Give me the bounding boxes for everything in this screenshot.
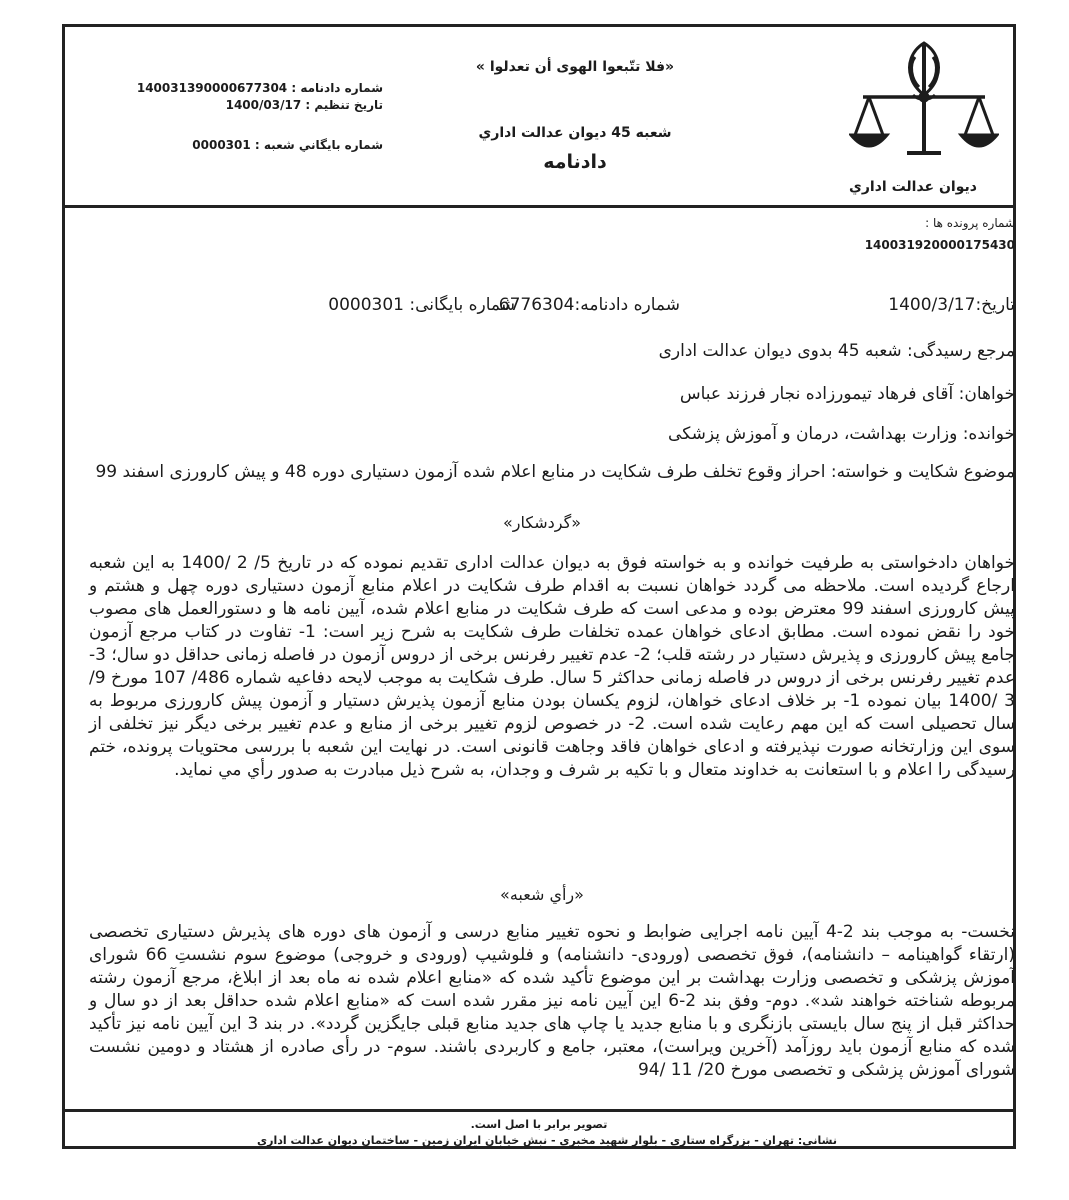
dadnameh-number-label: شماره دادنامه : <box>291 81 383 95</box>
proceedings-paragraph: خواهان دادخواستی به طرفیت خوانده و به خواسته فوق به دیوان عدالت اداری تقدیم نموده که در تاریخ 5/ 2 /1400 به این شعبه ارجاع گردیده است. ملاحظه می گردد خواهان نسبت به اقدام طرف شکایت در اعلام منابع آزمون دستیاری دوره چهل و هشتم و پیش کارورزی اسفند 99 معترض بوده و مدعی است که طرف شکایت در منابع اعلام شده، آیین نامه ها و دستورالعمل های مصوب خود را نقض نموده است. مطابق ادعای خواهان عمده تخلفات طرف شکایت به شرح زیر است: 1- تفاوت در کتاب مرجع آزمون جامع پیش کارورزی و پذیرش دستیار در رشته قلب؛ 2- عدم تغییر رفرنس برخی از دروس آزمون در فاصله زمانی حداقل دو سال؛ 3- عدم تغییر رفرنس برخی از دروس در فاصله زمانی حداکثر 5 سال. طرف شکایت به موجب لایحه دفاعیه شماره 486/ 107 مورخ 9/ 3 /1400 بیان نموده 1- بر خلاف ادعای خواهان، لزوم یکسان بودن منابع آزمون پذیرش دستیار و آزمون پیش کارورزی مربوط به سال تحصیلی است که این مهم رعایت شده است. 2- در خصوص لزوم تغییر برخی از منابع و عدم تغییر برخی دیگر نیز تخلفی از سوی این وزارتخانه صورت نپذیرفته و ادعای خواهان فاقد وجاهت قانونی است. در نهایت این شعبه با بررسی محتویات پرونده، ختم رسیدگی را اعلام و با استعانت به خداوند متعال و با تکیه بر شرف و وجدان، به شرح ذیل مبادرت به صدور رأي مي نمايد. <box>89 553 1015 780</box>
proceedings-title: «گردشکار» <box>503 513 581 532</box>
ruling-archive-number: شماره بایگانی: 0000301 <box>328 295 515 315</box>
ruling-dadnameh-number: شماره دادنامه:6776304 <box>498 295 680 315</box>
document-footer <box>65 1109 1013 1152</box>
certified-copy-note: تصوير برابر با اصل است. <box>470 1118 608 1131</box>
court-name: ديوان عدالت اداري <box>849 179 977 195</box>
iran-emblem-icon <box>849 35 999 165</box>
subject-field: موضوع شکایت و خواسته: احراز وقوع تخلف طرف شکایت در منابع اعلام شده آزمون دستیاری دوره 48 و پیش کارورزی اسفند 99 <box>95 462 1015 482</box>
plaintiff-field: خواهان: آقای فرهاد تیمورزاده نجار فرزند عباس <box>679 384 1015 404</box>
document-frame <box>62 24 1016 1149</box>
issue-date-value: 1400/03/17 <box>225 98 302 112</box>
dadnameh-number-value: 140031390000677304 <box>136 81 288 95</box>
archive-number-label: شماره بايگاني شعبه : <box>254 138 383 152</box>
case-number-value: 140031920000175430 <box>864 238 1015 252</box>
case-number-label: شماره پرونده ها : <box>925 216 1015 230</box>
archive-number-value: 0000301 <box>192 138 251 152</box>
ruling-paragraph: نخست- به موجب بند 2-4 آیین نامه اجرایی ضوابط و نحوه تغییر منابع درسی و آزمون های دوره های پذیرش دستیاری تخصصی (ارتقاء گواهینامه – دانشنامه)، فوق تخصصی (ورودی- دانشنامه) و فلوشیپ (ورودی و خروجی) موضوع سوم نشستِ 66 شورای آموزش پزشکی و تخصصی وزارت بهداشت بر این موضوع تأکید شده که «منابع اعلام شده نه ماه بعد از ابلاغ، مرجع آزمون رشته مربوطه شناخته خواهند شد». دوم- وفق بند 2-6 این آیین نامه نیز مقرر شده است که «منابع اعلام شده حداقل بعد از دو سال و حداکثر قبل از پنج سال بایستی بازنگری و با منابع جدید یا چاپ های جدید منابع قبلی جایگزین گردد». در بند 3 این آیین نامه نیز تأکید شده که منابع آزمون باید روزآمد (آخرین ویراست)، معتبر، جامع و کاربردی باشند. سوم- در رأی صادره از هشتاد و دومین نشست شورای آموزش پزشکی و تخصصی مورخ 20/ 11 /94 <box>89 922 1015 1080</box>
header-info-row <box>79 295 1015 321</box>
ruling-title: «رأي شعبه» <box>500 885 584 904</box>
issue-date-label: تاريخ تنظيم : <box>305 98 383 112</box>
document-header <box>65 27 1013 208</box>
defendant-field: خوانده: وزارت بهداشت، درمان و آموزش پزشکی <box>668 424 1015 444</box>
branch-title: شعبه 45 ديوان عدالت اداري <box>478 125 672 141</box>
quran-verse: «فلا تتّبعوا الهوى أن تعدلوا » <box>475 59 675 75</box>
issue-date-line <box>226 98 383 112</box>
scales-of-justice-icon <box>851 43 997 153</box>
ruling-date: تاریخ:1400/3/17 <box>888 295 1015 315</box>
document-type-title: دادنامه <box>543 151 607 173</box>
dadnameh-number-line <box>137 81 383 95</box>
archive-number-line <box>192 138 383 152</box>
court-address: نشاني: تهران - بزرگراه ستاري - بلوار شهيد مخبري - نبش خيابان ايران زمين - ساختمان ديوان عدالت اداري <box>257 1134 837 1147</box>
authority-field: مرجع رسیدگی: شعبه 45 بدوی دیوان عدالت اداری <box>658 341 1015 361</box>
